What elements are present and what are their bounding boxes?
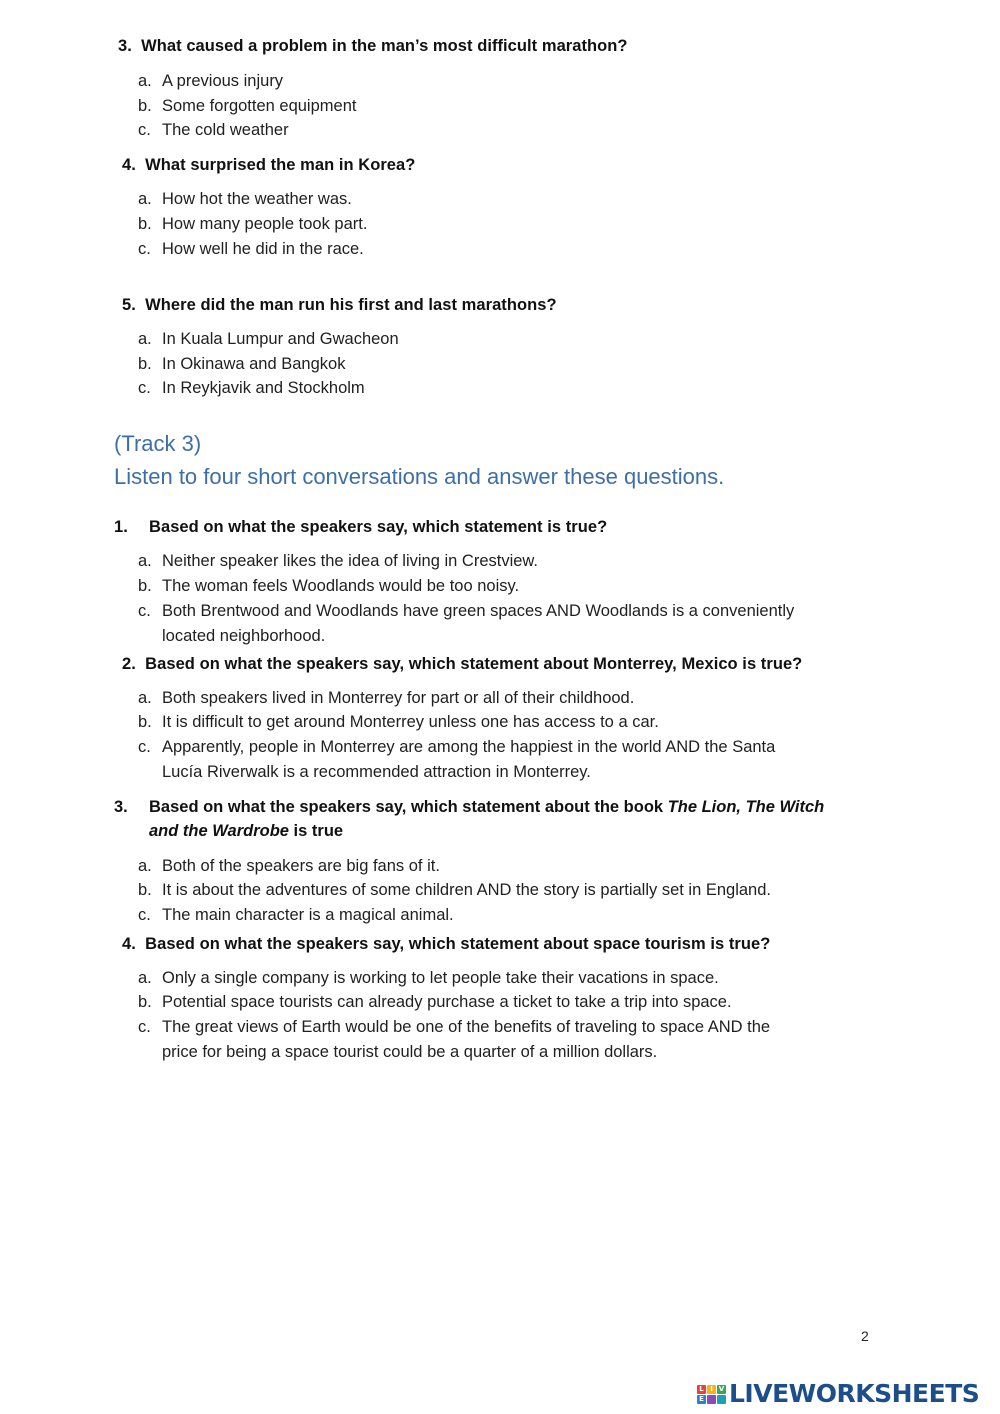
- liveworksheets-logo: [697, 1379, 979, 1409]
- question-text: Where did the man run his first and last marathons?: [145, 296, 557, 314]
- track-label: (Track 3): [114, 431, 202, 456]
- question-text: Based on what the speakers say, which statement about Monterrey, Mexico is true?: [145, 655, 803, 673]
- question-number: 3.: [118, 37, 132, 55]
- option-b: b. Some forgotten equipment: [138, 97, 357, 115]
- logo-tile: L: [697, 1385, 706, 1394]
- option-a: a. A previous injury: [138, 72, 284, 90]
- question-text: Based on what the speakers say, which statement about space tourism is true?: [145, 935, 771, 953]
- option-c: c. Both Brentwood and Woodlands have green spaces AND Woodlands is a conveniently: [138, 602, 795, 620]
- question-number: 4.: [122, 156, 136, 174]
- logo-tile: [717, 1395, 726, 1404]
- logo-tile: V: [718, 1384, 725, 1393]
- question-text: Based on what the speakers say, which statement about the book: [149, 798, 668, 816]
- question-4: [122, 935, 770, 954]
- page-number: 2: [861, 1328, 869, 1344]
- option-a: a. How hot the weather was.: [138, 190, 352, 208]
- question-1: [114, 518, 607, 537]
- option-c-continued: price for being a space tourist could be a quarter of a million dollars.: [162, 1043, 658, 1061]
- logo-tile: I: [707, 1385, 716, 1394]
- question-3: [114, 798, 824, 817]
- option-c: c. Apparently, people in Monterrey are among the happiest in the world AND the Santa: [138, 738, 776, 756]
- logo-tile: E: [697, 1395, 706, 1404]
- question-number: 3.: [114, 798, 128, 816]
- question-number: 5.: [122, 296, 136, 314]
- option-a: a. In Kuala Lumpur and Gwacheon: [138, 330, 399, 348]
- option-c: c. The main character is a magical animal.: [138, 906, 454, 924]
- brand-name: LIVEWORKSHEETS: [729, 1379, 980, 1408]
- question-text: What caused a problem in the man’s most difficult marathon?: [141, 37, 628, 55]
- section-instruction: Listen to four short conversations and answer these questions.: [114, 464, 725, 489]
- option-a: a. Neither speaker likes the idea of living in Crestview.: [138, 552, 539, 570]
- question-text: What surprised the man in Korea?: [145, 156, 416, 174]
- question-number: 2.: [122, 655, 136, 673]
- option-b: b. The woman feels Woodlands would be too noisy.: [138, 577, 520, 595]
- option-b: b. It is difficult to get around Monterrey unless one has access to a car.: [138, 713, 659, 731]
- logo-tile: [707, 1395, 716, 1404]
- book-title: The Lion, The Witch: [667, 798, 825, 816]
- option-a: a. Both of the speakers are big fans of it.: [138, 857, 440, 875]
- question-text: Based on what the speakers say, which statement is true?: [149, 518, 608, 536]
- option-c-continued: Lucía Riverwalk is a recommended attraction in Monterrey.: [162, 763, 591, 781]
- option-c: c. The cold weather: [138, 121, 289, 139]
- question-text-end: is true: [288, 822, 344, 840]
- option-c: c. How well he did in the race.: [138, 240, 364, 258]
- option-b: b. In Okinawa and Bangkok: [138, 355, 346, 373]
- option-b: b. It is about the adventures of some children AND the story is partially set in England.: [138, 881, 771, 899]
- question-number: 1.: [114, 518, 128, 536]
- option-b: b. Potential space tourists can already purchase a ticket to take a trip into space.: [138, 993, 732, 1011]
- question-number: 4.: [122, 935, 136, 953]
- option-c: c. In Reykjavik and Stockholm: [138, 379, 365, 397]
- question-5: [122, 296, 557, 315]
- book-title-continued: and the Wardrobe: [149, 822, 289, 840]
- option-b: b. How many people took part.: [138, 215, 368, 233]
- option-c-continued: located neighborhood.: [162, 627, 326, 645]
- option-a: a. Both speakers lived in Monterrey for part or all of their childhood.: [138, 689, 635, 707]
- logo-tiles-icon: [697, 1385, 726, 1404]
- option-c: c. The great views of Earth would be one of the benefits of traveling to space AND the: [138, 1018, 771, 1036]
- question-3-continued: [149, 822, 343, 841]
- question-3: [118, 37, 628, 56]
- option-a: a. Only a single company is working to let people take their vacations in space.: [138, 969, 719, 987]
- question-2: [122, 655, 802, 674]
- question-4: [122, 156, 415, 175]
